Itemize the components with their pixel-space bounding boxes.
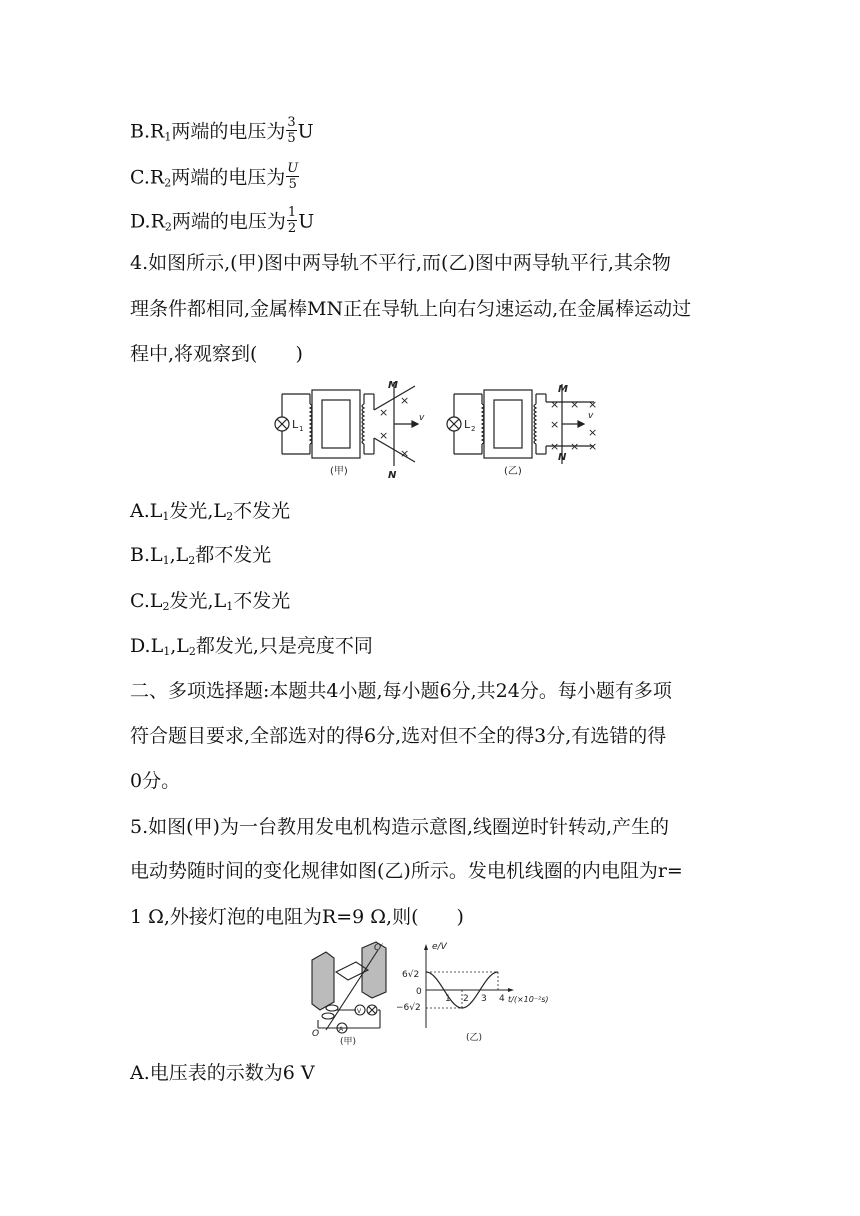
field-cross: × bbox=[550, 418, 560, 431]
x-axis-label: t/(×10⁻²s) bbox=[508, 995, 549, 1004]
caption-left: (甲) bbox=[340, 1037, 357, 1046]
label-o-prime: O′ bbox=[374, 943, 384, 953]
field-cross: × bbox=[570, 440, 580, 453]
denominator: 2 bbox=[287, 221, 297, 236]
question-5-line3: 1 Ω,外接灯泡的电阻为R=9 Ω,则( ) bbox=[130, 906, 464, 928]
question-5-line2: 电动势随时间的变化规律如图(乙)所示。发电机线圈的内电阻为r= bbox=[130, 860, 683, 882]
y-tick-bottom: −6√2 bbox=[396, 1003, 421, 1013]
text: D.L bbox=[130, 635, 164, 657]
subscript: 2 bbox=[188, 554, 196, 567]
fraction bbox=[286, 116, 296, 145]
question-4-line3: 程中,将观察到( ) bbox=[130, 343, 303, 365]
y-axis-label: e/V bbox=[432, 942, 447, 952]
option-d-q4 bbox=[130, 637, 373, 657]
text: B.R bbox=[130, 120, 165, 143]
x-tick-1: 1 bbox=[445, 994, 451, 1004]
text: 不发光 bbox=[233, 590, 291, 612]
x-tick-2: 2 bbox=[463, 994, 469, 1004]
numerator: U bbox=[287, 161, 299, 176]
field-cross: × bbox=[550, 440, 560, 453]
text: D.R bbox=[130, 210, 165, 233]
emf-graph bbox=[396, 942, 549, 1043]
text: U bbox=[298, 210, 315, 233]
option-a-q5: A.电压表的示数为6 V bbox=[130, 1062, 315, 1084]
text: 发光,L bbox=[169, 500, 227, 522]
text: 都发光,只是亮度不同 bbox=[195, 635, 373, 657]
subscript: 1 bbox=[162, 554, 170, 567]
text: ,L bbox=[169, 544, 189, 566]
caption-right: (乙) bbox=[504, 466, 522, 477]
text: B.L bbox=[130, 544, 163, 566]
subscript: 2 bbox=[164, 176, 172, 190]
y-tick-top: 6√2 bbox=[402, 970, 420, 980]
subscript: 1 bbox=[163, 645, 171, 658]
field-cross: × bbox=[379, 406, 389, 419]
caption-left: (甲) bbox=[330, 466, 348, 477]
label-n-right: N bbox=[558, 452, 567, 463]
subscript: 2 bbox=[226, 510, 234, 523]
section-2-line3: 0分。 bbox=[130, 770, 181, 792]
section-2-line2: 符合题目要求,全部选对的得6分,选对但不全的得3分,有选错的得 bbox=[130, 725, 667, 747]
subscript: 2 bbox=[164, 220, 172, 234]
y-axis-arrow bbox=[424, 944, 428, 950]
text: A.L bbox=[130, 500, 163, 522]
text: 都不发光 bbox=[195, 544, 272, 566]
text: C.L bbox=[130, 590, 163, 612]
lamp-2-subscript: 2 bbox=[471, 425, 476, 433]
y-tick-zero: 0 bbox=[416, 987, 422, 997]
subscript: 1 bbox=[162, 510, 170, 523]
option-d-q3 bbox=[130, 205, 315, 237]
field-cross: × bbox=[588, 426, 598, 439]
ammeter-label: A bbox=[339, 1026, 344, 1033]
text: C.R bbox=[130, 166, 165, 189]
numerator: 3 bbox=[287, 115, 296, 130]
question-5-line1: 5.如图(甲)为一台教用发电机构造示意图,线圈逆时针转动,产生的 bbox=[130, 816, 670, 838]
text: 两端的电压为 bbox=[171, 166, 286, 189]
subscript: 2 bbox=[188, 645, 196, 658]
secondary-coil bbox=[362, 404, 364, 444]
text: 两端的电压为 bbox=[171, 120, 286, 143]
caption-right: (乙) bbox=[466, 1033, 483, 1043]
subscript: 1 bbox=[164, 130, 172, 144]
label-n-left: N bbox=[388, 470, 397, 480]
generator-figure bbox=[306, 940, 568, 1046]
lamp-1-label: L bbox=[292, 418, 299, 431]
label-m-left: M bbox=[388, 380, 398, 391]
denominator: 5 bbox=[288, 177, 297, 192]
subscript: 1 bbox=[226, 600, 234, 613]
fraction bbox=[287, 206, 297, 235]
option-b-q4 bbox=[130, 546, 271, 566]
field-cross: × bbox=[400, 394, 410, 407]
section-2-line1: 二、多项选择题:本题共4小题,每小题6分,共24分。每小题有多项 bbox=[130, 680, 672, 702]
label-v-right: v bbox=[588, 411, 594, 421]
question-4-line1: 4.如图所示,(甲)图中两导轨不平行,而(乙)图中两导轨平行,其余物 bbox=[130, 252, 671, 274]
field-cross: × bbox=[588, 398, 598, 411]
question-4-line2: 理条件都相同,金属棒MN正在导轨上向右匀速运动,在金属棒运动过 bbox=[130, 298, 692, 320]
subscript: 2 bbox=[162, 600, 170, 613]
text: 发光,L bbox=[169, 590, 227, 612]
label-m-right: M bbox=[558, 384, 568, 395]
field-cross: × bbox=[588, 440, 598, 453]
option-a-q4 bbox=[130, 502, 290, 522]
text: 不发光 bbox=[233, 500, 291, 522]
lamp-2-label: L bbox=[464, 418, 471, 431]
fraction bbox=[286, 162, 299, 191]
lamp-1-subscript: 1 bbox=[299, 425, 304, 433]
option-c-q4 bbox=[130, 592, 290, 612]
text: ,L bbox=[170, 635, 189, 657]
field-cross: × bbox=[400, 447, 410, 460]
label-o: O bbox=[312, 1029, 320, 1039]
x-tick-3: 3 bbox=[481, 994, 487, 1004]
option-c-q3 bbox=[130, 161, 300, 193]
x-tick-4: 4 bbox=[499, 994, 505, 1004]
text: U bbox=[297, 120, 314, 143]
field-cross: × bbox=[570, 398, 580, 411]
x-axis-arrow bbox=[508, 988, 514, 992]
label-v-left: v bbox=[419, 413, 425, 423]
numerator: 1 bbox=[287, 205, 297, 220]
arrow-icon bbox=[412, 421, 418, 427]
field-cross: × bbox=[550, 398, 560, 411]
voltmeter-label: V bbox=[357, 1008, 362, 1015]
denominator: 5 bbox=[287, 131, 296, 146]
transformer-rails-figure bbox=[270, 378, 600, 480]
field-cross: × bbox=[379, 429, 389, 442]
magnet-left bbox=[312, 952, 334, 1010]
text: 两端的电压为 bbox=[171, 210, 286, 233]
option-b-q3 bbox=[130, 115, 314, 147]
